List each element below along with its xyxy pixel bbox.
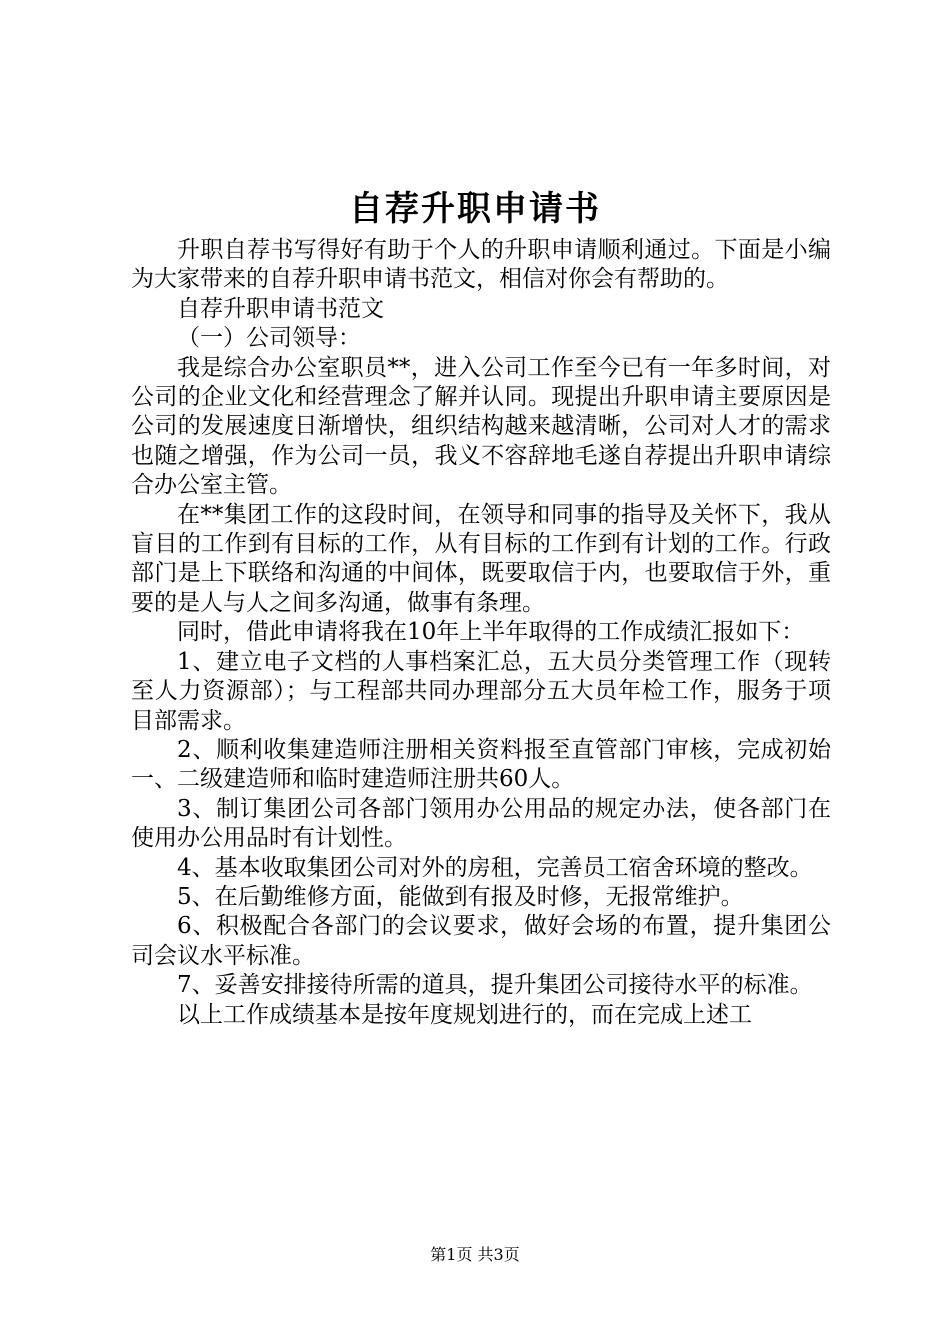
list-item-5: 5、在后勤维修方面，能做到有报及时修，无报常维护。 — [177, 883, 744, 910]
list-item-6: 6、积极配合各部门的会议要求，做好会场的布置，提升集团公司会议水平标准。 — [131, 913, 831, 969]
list-item-7: 7、妥善安排接待所需的道具，提升集团公司接待水平的标准。 — [177, 972, 813, 999]
paragraph-report-lead: 同时，借此申请将我在10年上半年取得的工作成绩汇报如下： — [177, 619, 805, 646]
list-item-2: 2、顺利收集建造师注册相关资料报至直管部门审核，完成初始一、二级建造师和临时建造师注册共60人。 — [131, 736, 831, 793]
list-item-1: 1、建立电子文档的人事档案汇总，五大员分类管理工作（现转至人力资源部）；与工程部共同办理部分五大员年检工作，服务于项目部需求。 — [131, 648, 831, 734]
paragraph-subtitle: 自荐升职申请书范文 — [177, 295, 384, 322]
paragraph-intro: 升职自荐书写得好有助于个人的升职申请顺利通过。下面是小编为大家带来的自荐升职申请书范文，相信对你会有帮助的。 — [131, 237, 831, 293]
paragraph-experience: 在**集团工作的这段时间，在领导和同事的指导及关怀下，我从盲目的工作到有目标的工作，从有目标的工作到有计划的工作。行政部门是上下联络和沟通的中间体，既要取信于内，也要取信于外，重要的是人与人之间多沟通，做事有条理。 — [131, 501, 831, 616]
page-footer: 第1页 共3页 — [430, 1245, 520, 1264]
paragraph-conclusion: 以上工作成绩基本是按年度规划进行的，而在完成上述工 — [177, 1001, 752, 1028]
paragraph-salutation: （一）公司领导： — [177, 325, 361, 352]
document-title: 自荐升职申请书 — [349, 189, 601, 229]
paragraph-self-intro: 我是综合办公室职员**，进入公司工作至今已有一年多时间，对公司的企业文化和经营理念了解并认同。现提出升职申请主要原因是公司的发展速度日渐增快，组织结构越来越清晰，公司对人才的需求也随之增强，作为公司一员，我义不容辞地毛遂自荐提出升职申请综合办公室主管。 — [131, 354, 831, 499]
document-body — [131, 236, 831, 1030]
list-item-4: 4、基本收取集团公司对外的房租，完善员工宿舍环境的整改。 — [177, 854, 813, 881]
list-item-3: 3、制订集团公司各部门领用办公用品的规定办法，使各部门在使用办公用品时有计划性。 — [131, 795, 831, 852]
